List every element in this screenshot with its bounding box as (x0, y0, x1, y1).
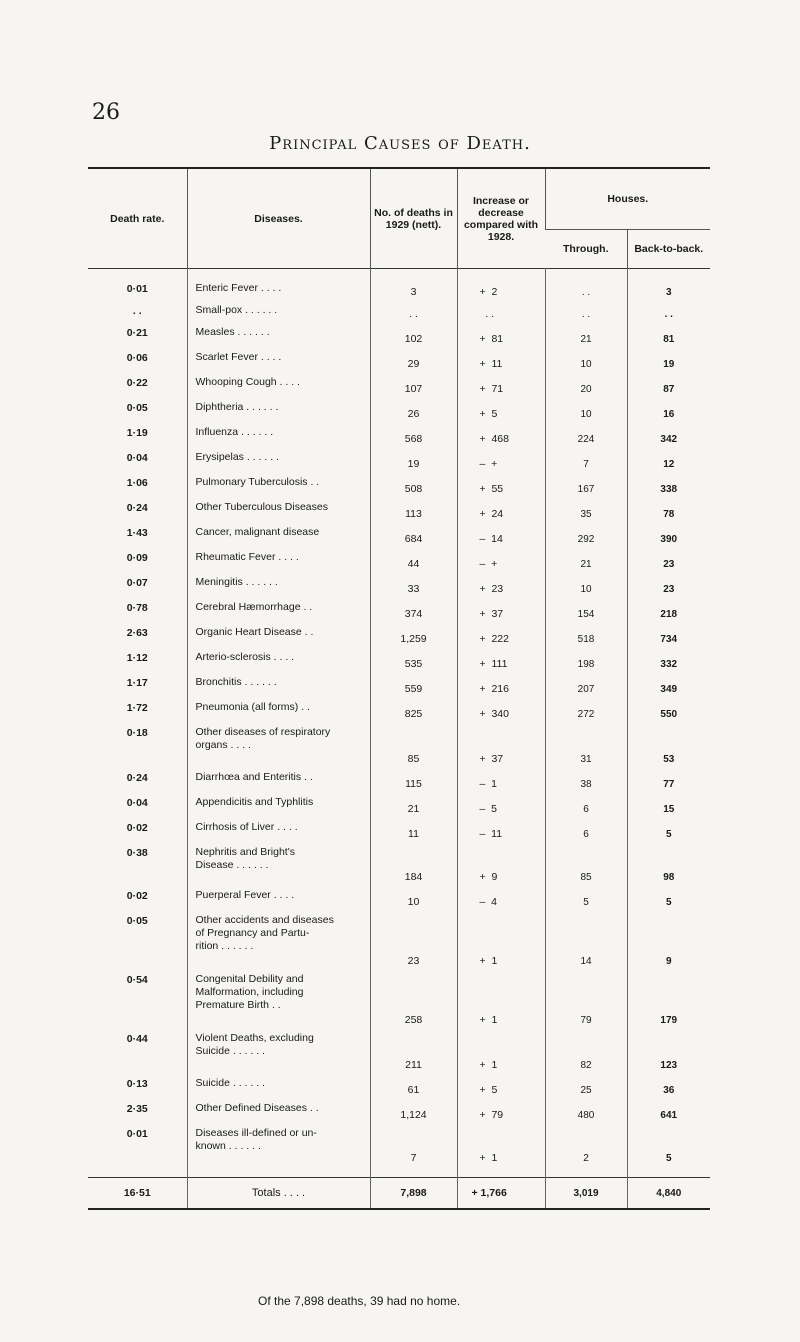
death-rate-cell: 0·01 (126, 283, 148, 295)
disease-name-cell: Whooping Cough . . . . (187, 373, 370, 398)
through-houses-cell: 292 (545, 523, 627, 548)
disease-name-cell: Congenital Debility and Malformation, including Premature Birth . . (187, 970, 370, 1029)
death-rate-cell: 0·06 (126, 352, 148, 364)
through-houses-cell: 10 (545, 573, 627, 598)
death-rate-cell: 1·72 (126, 702, 148, 714)
totals-back-to-back: 4,840 (627, 1178, 710, 1209)
table-row (88, 843, 710, 886)
change-cell: + 9 (457, 843, 545, 886)
table-row (88, 911, 710, 970)
death-rate-cell: 0·38 (126, 847, 148, 859)
totals-change: + 1,766 (457, 1178, 545, 1209)
through-houses-cell: 6 (545, 818, 627, 843)
change-cell: + 11 (457, 348, 545, 373)
table-row (88, 793, 710, 818)
table-row (88, 598, 710, 623)
through-houses-cell: . . (545, 301, 627, 323)
page-title: Principal Causes of Death. (269, 133, 531, 154)
death-rate-cell: 0·13 (126, 1078, 148, 1090)
through-houses-cell: 21 (545, 548, 627, 573)
disease-name-cell: Other Tuberculous Diseases (187, 498, 370, 523)
table-row (88, 723, 710, 768)
change-cell: – 1 (457, 768, 545, 793)
deaths-cell: 107 (370, 373, 457, 398)
through-houses-cell: 21 (545, 323, 627, 348)
back-to-back-houses-cell: 36 (627, 1074, 710, 1099)
back-to-back-houses-cell: 5 (627, 818, 710, 843)
table-row (88, 1124, 710, 1167)
deaths-cell: 508 (370, 473, 457, 498)
back-to-back-houses-cell: 332 (627, 648, 710, 673)
back-to-back-houses-cell: 123 (627, 1029, 710, 1074)
table-row (88, 373, 710, 398)
death-rate-cell: 1·12 (126, 652, 148, 664)
deaths-cell: 1,124 (370, 1099, 457, 1124)
disease-name-cell: Violent Deaths, excluding Suicide . . . . . . (187, 1029, 370, 1074)
death-rate-cell: 0·05 (126, 915, 148, 927)
through-houses-cell: 82 (545, 1029, 627, 1074)
death-rate-cell: 1·43 (126, 527, 148, 539)
disease-name-cell: Nephritis and Bright's Disease . . . . . . (187, 843, 370, 886)
death-rate-cell: 1·19 (126, 427, 148, 439)
table-row (88, 573, 710, 598)
disease-name-cell: Other accidents and diseases of Pregnancy and Partu- rition . . . . . . (187, 911, 370, 970)
deaths-cell: 85 (370, 723, 457, 768)
through-houses-cell: 31 (545, 723, 627, 768)
through-houses-cell: 35 (545, 498, 627, 523)
header-death-rate: Death rate. (110, 212, 165, 225)
through-houses-cell: 25 (545, 1074, 627, 1099)
back-to-back-houses-cell: 98 (627, 843, 710, 886)
deaths-cell: 44 (370, 548, 457, 573)
change-cell: – 11 (457, 818, 545, 843)
death-rate-cell: 0·04 (126, 452, 148, 464)
disease-name-cell: Puerperal Fever . . . . (187, 886, 370, 911)
through-houses-cell: 85 (545, 843, 627, 886)
change-cell: – + (457, 548, 545, 573)
change-cell: – 14 (457, 523, 545, 548)
deaths-cell: 825 (370, 698, 457, 723)
through-houses-cell: 2 (545, 1124, 627, 1167)
table-row (88, 1074, 710, 1099)
disease-name-cell: Organic Heart Disease . . (187, 623, 370, 648)
deaths-cell: 559 (370, 673, 457, 698)
change-cell: + 1 (457, 1124, 545, 1167)
table-row (88, 648, 710, 673)
death-rate-cell: 2·35 (126, 1103, 148, 1115)
back-to-back-houses-cell: 23 (627, 573, 710, 598)
table-row (88, 886, 710, 911)
deaths-cell: 23 (370, 911, 457, 970)
deaths-cell: 11 (370, 818, 457, 843)
through-houses-cell: 14 (545, 911, 627, 970)
death-rate-cell: 0·18 (126, 727, 148, 739)
disease-name-cell: Cirrhosis of Liver . . . . (187, 818, 370, 843)
back-to-back-houses-cell: . . (627, 301, 710, 323)
change-cell: + 1 (457, 970, 545, 1029)
header-houses: Houses. (545, 169, 710, 230)
header-deaths: No. of deaths in 1929 (nett). (370, 169, 457, 269)
through-houses-cell: 480 (545, 1099, 627, 1124)
header-increase: Increase or decrease compared with 1928. (457, 169, 545, 269)
change-cell: – 5 (457, 793, 545, 818)
disease-name-cell: Cancer, malignant disease (187, 523, 370, 548)
footnote: Of the 7,898 deaths, 39 had no home. (258, 1294, 461, 1308)
deaths-cell: 19 (370, 448, 457, 473)
table-row (88, 1099, 710, 1124)
change-cell: – + (457, 448, 545, 473)
disease-name-cell: Suicide . . . . . . (187, 1074, 370, 1099)
back-to-back-houses-cell: 12 (627, 448, 710, 473)
through-houses-cell: 10 (545, 348, 627, 373)
disease-name-cell: Appendicitis and Typhlitis (187, 793, 370, 818)
deaths-cell: 21 (370, 793, 457, 818)
through-houses-cell: 38 (545, 768, 627, 793)
disease-name-cell: Other Defined Diseases . . (187, 1099, 370, 1124)
disease-name-cell: Pneumonia (all forms) . . (187, 698, 370, 723)
deaths-cell: 33 (370, 573, 457, 598)
change-cell: + 1 (457, 1029, 545, 1074)
back-to-back-houses-cell: 5 (627, 886, 710, 911)
deaths-cell: . . (370, 301, 457, 323)
disease-name-cell: Pulmonary Tuberculosis . . (187, 473, 370, 498)
deaths-cell: 115 (370, 768, 457, 793)
death-rate-cell: . . (132, 305, 142, 317)
back-to-back-houses-cell: 342 (627, 423, 710, 448)
page-number: 26 (92, 100, 120, 125)
deaths-cell: 113 (370, 498, 457, 523)
disease-name-cell: Meningitis . . . . . . (187, 573, 370, 598)
table-row (88, 398, 710, 423)
deaths-cell: 568 (370, 423, 457, 448)
through-houses-cell: 10 (545, 398, 627, 423)
back-to-back-houses-cell: 87 (627, 373, 710, 398)
back-to-back-houses-cell: 338 (627, 473, 710, 498)
through-houses-cell: 198 (545, 648, 627, 673)
back-to-back-houses-cell: 23 (627, 548, 710, 573)
death-rate-cell: 0·24 (126, 772, 148, 784)
deaths-cell: 1,259 (370, 623, 457, 648)
change-cell: + 2 (457, 279, 545, 301)
change-cell: + 216 (457, 673, 545, 698)
totals-label: Totals . . . . (187, 1178, 370, 1209)
death-rate-cell: 0·04 (126, 797, 148, 809)
death-rate-cell: 1·06 (126, 477, 148, 489)
through-houses-cell: 20 (545, 373, 627, 398)
table-row (88, 698, 710, 723)
through-houses-cell: 224 (545, 423, 627, 448)
totals-row (88, 1178, 710, 1209)
deaths-cell: 258 (370, 970, 457, 1029)
header-back-to-back: Back-to-back. (627, 230, 710, 269)
death-rate-cell: 0·24 (126, 502, 148, 514)
deaths-cell: 184 (370, 843, 457, 886)
disease-name-cell: Diphtheria . . . . . . (187, 398, 370, 423)
back-to-back-houses-cell: 78 (627, 498, 710, 523)
change-cell: + 340 (457, 698, 545, 723)
death-rate-cell: 0·09 (126, 552, 148, 564)
table-row (88, 1029, 710, 1074)
table-row (88, 423, 710, 448)
change-cell: + 23 (457, 573, 545, 598)
header-diseases: Diseases. (187, 169, 370, 269)
disease-name-cell: Scarlet Fever . . . . (187, 348, 370, 373)
change-cell: + 5 (457, 398, 545, 423)
back-to-back-houses-cell: 550 (627, 698, 710, 723)
through-houses-cell: 7 (545, 448, 627, 473)
back-to-back-houses-cell: 9 (627, 911, 710, 970)
change-cell: + 468 (457, 423, 545, 448)
death-rate-cell: 0·02 (126, 822, 148, 834)
through-houses-cell: 167 (545, 473, 627, 498)
change-cell: . . (457, 301, 545, 323)
disease-name-cell: Measles . . . . . . (187, 323, 370, 348)
back-to-back-houses-cell: 218 (627, 598, 710, 623)
back-to-back-houses-cell: 15 (627, 793, 710, 818)
table-row (88, 323, 710, 348)
death-rate-cell: 0·78 (126, 602, 148, 614)
disease-name-cell: Diseases ill-defined or un- known . . . . . . (187, 1124, 370, 1167)
back-to-back-houses-cell: 641 (627, 1099, 710, 1124)
table-row (88, 768, 710, 793)
header-through: Through. (545, 230, 627, 269)
deaths-cell: 10 (370, 886, 457, 911)
change-cell: + 1 (457, 911, 545, 970)
disease-name-cell: Influenza . . . . . . (187, 423, 370, 448)
table-row (88, 623, 710, 648)
death-rate-cell: 1·17 (126, 677, 148, 689)
back-to-back-houses-cell: 390 (627, 523, 710, 548)
through-houses-cell: 272 (545, 698, 627, 723)
death-rate-cell: 0·01 (126, 1128, 148, 1140)
disease-name-cell: Erysipelas . . . . . . (187, 448, 370, 473)
back-to-back-houses-cell: 16 (627, 398, 710, 423)
change-cell: + 24 (457, 498, 545, 523)
change-cell: + 37 (457, 723, 545, 768)
through-houses-cell: 154 (545, 598, 627, 623)
back-to-back-houses-cell: 81 (627, 323, 710, 348)
totals-through: 3,019 (545, 1178, 627, 1209)
deaths-cell: 7 (370, 1124, 457, 1167)
change-cell: + 222 (457, 623, 545, 648)
table-row (88, 970, 710, 1029)
disease-name-cell: Other diseases of respiratory organs . . . . (187, 723, 370, 768)
causes-of-death-table (88, 169, 710, 1208)
through-houses-cell: 79 (545, 970, 627, 1029)
deaths-cell: 3 (370, 279, 457, 301)
deaths-cell: 26 (370, 398, 457, 423)
table-row (88, 498, 710, 523)
death-rate-cell: 0·22 (126, 377, 148, 389)
through-houses-cell: 207 (545, 673, 627, 698)
table-row (88, 448, 710, 473)
totals-rate: 16·51 (88, 1178, 187, 1209)
disease-name-cell: Arterio-sclerosis . . . . (187, 648, 370, 673)
through-houses-cell: . . (545, 279, 627, 301)
table-body (88, 269, 710, 1178)
deaths-cell: 61 (370, 1074, 457, 1099)
disease-name-cell: Diarrhœa and Enteritis . . (187, 768, 370, 793)
table-row (88, 818, 710, 843)
back-to-back-houses-cell: 3 (627, 279, 710, 301)
death-rate-cell: 0·44 (126, 1033, 148, 1045)
change-cell: + 81 (457, 323, 545, 348)
death-rate-cell: 0·54 (126, 974, 148, 986)
disease-name-cell: Rheumatic Fever . . . . (187, 548, 370, 573)
through-houses-cell: 6 (545, 793, 627, 818)
totals-deaths: 7,898 (370, 1178, 457, 1209)
change-cell: + 111 (457, 648, 545, 673)
deaths-cell: 374 (370, 598, 457, 623)
change-cell: + 37 (457, 598, 545, 623)
change-cell: + 71 (457, 373, 545, 398)
change-cell: – 4 (457, 886, 545, 911)
table-row (88, 673, 710, 698)
disease-name-cell: Small-pox . . . . . . (187, 301, 370, 323)
back-to-back-houses-cell: 77 (627, 768, 710, 793)
causes-of-death-table-wrapper (88, 167, 710, 1210)
table-row (88, 279, 710, 301)
change-cell: + 55 (457, 473, 545, 498)
table-row (88, 523, 710, 548)
death-rate-cell: 0·02 (126, 890, 148, 902)
back-to-back-houses-cell: 179 (627, 970, 710, 1029)
back-to-back-houses-cell: 734 (627, 623, 710, 648)
death-rate-cell: 0·21 (126, 327, 148, 339)
deaths-cell: 102 (370, 323, 457, 348)
back-to-back-houses-cell: 5 (627, 1124, 710, 1167)
change-cell: + 79 (457, 1099, 545, 1124)
death-rate-cell: 0·05 (126, 402, 148, 414)
death-rate-cell: 2·63 (126, 627, 148, 639)
deaths-cell: 211 (370, 1029, 457, 1074)
death-rate-cell: 0·07 (126, 577, 148, 589)
disease-name-cell: Enteric Fever . . . . (187, 279, 370, 301)
table-row (88, 301, 710, 323)
deaths-cell: 684 (370, 523, 457, 548)
through-houses-cell: 5 (545, 886, 627, 911)
through-houses-cell: 518 (545, 623, 627, 648)
deaths-cell: 29 (370, 348, 457, 373)
back-to-back-houses-cell: 349 (627, 673, 710, 698)
disease-name-cell: Bronchitis . . . . . . (187, 673, 370, 698)
deaths-cell: 535 (370, 648, 457, 673)
disease-name-cell: Cerebral Hæmorrhage . . (187, 598, 370, 623)
back-to-back-houses-cell: 19 (627, 348, 710, 373)
table-row (88, 348, 710, 373)
table-row (88, 548, 710, 573)
table-row (88, 473, 710, 498)
change-cell: + 5 (457, 1074, 545, 1099)
back-to-back-houses-cell: 53 (627, 723, 710, 768)
